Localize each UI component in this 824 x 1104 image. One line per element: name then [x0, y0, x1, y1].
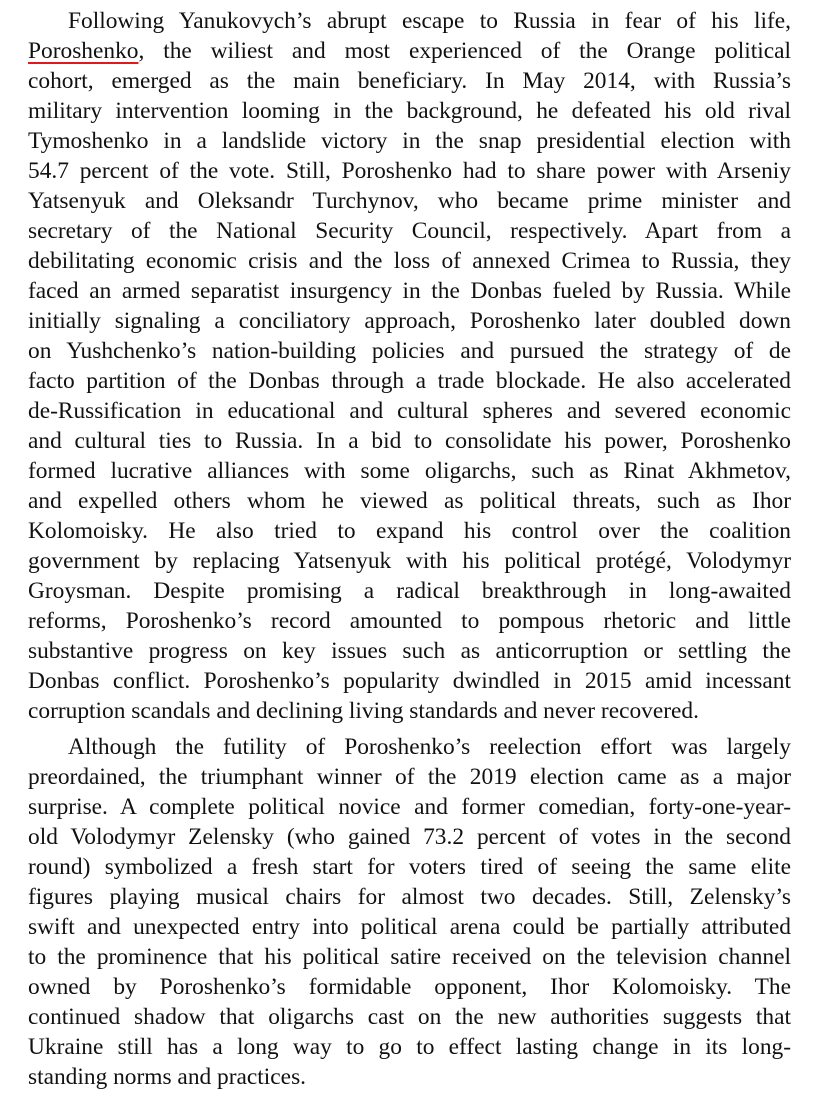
text-line: cohort, emerged as the main beneficiary. In May 2014, with Russia’s — [28, 68, 791, 94]
text-line: initially signaling a conciliatory approach, Poroshenko later doubled down — [28, 308, 791, 334]
text-line: debilitating economic crisis and the loss of annexed Crimea to Russia, they — [28, 248, 791, 274]
text-line: surprise. A complete political novice and former comedian, forty-one-year- — [28, 794, 791, 820]
text-line: military intervention looming in the background, he defeated his old rival — [28, 98, 791, 124]
text-line: faced an armed separatist insurgency in the Donbas fueled by Russia. While — [28, 278, 791, 304]
text-line: reforms, Poroshenko’s record amounted to pompous rhetoric and little — [28, 608, 791, 634]
text-line: swift and unexpected entry into political arena could be partially attributed — [28, 914, 791, 940]
text-line: Kolomoisky. He also tried to expand his control over the coalition — [28, 518, 791, 544]
text-line: round) symbolized a fresh start for voters tired of seeing the same elite — [28, 854, 791, 880]
text-line: Groysman. Despite promising a radical breakthrough in long-awaited — [28, 578, 791, 604]
text-line: Donbas conflict. Poroshenko’s popularity dwindled in 2015 amid incessant — [28, 668, 791, 694]
text-line: Although the futility of Poroshenko’s reelection effort was largely — [68, 734, 791, 760]
text-segment: , the wiliest and most experienced of the Orange political — [138, 38, 791, 64]
text-line: facto partition of the Donbas through a trade blockade. He also accelerated — [28, 368, 791, 394]
misspelled-word[interactable]: Poroshenko — [28, 38, 139, 64]
text-line: Ukraine still has a long way to go to effect lasting change in its long- — [28, 1034, 791, 1060]
text-line: Tymoshenko in a landslide victory in the snap presidential election with — [28, 128, 791, 154]
paragraph-1 — [28, 6, 791, 726]
text-line: Yatsenyuk and Oleksandr Turchynov, who became prime minister and — [28, 188, 791, 214]
text-line: and expelled others whom he viewed as political threats, such as Ihor — [28, 488, 791, 514]
text-line: to the prominence that his political satire received on the television channel — [28, 944, 791, 970]
text-line: Following Yanukovych’s abrupt escape to Russia in fear of his life, — [68, 8, 791, 34]
document-page — [28, 6, 791, 1092]
text-line: figures playing musical chairs for almost two decades. Still, Zelensky’s — [28, 884, 791, 910]
text-line: standing norms and practices. — [28, 1064, 307, 1090]
text-line: formed lucrative alliances with some oligarchs, such as Rinat Akhmetov, — [28, 458, 791, 484]
text-line: continued shadow that oligarchs cast on the new authorities suggests that — [28, 1004, 791, 1030]
text-line: owned by Poroshenko’s formidable opponent, Ihor Kolomoisky. The — [28, 974, 791, 1000]
text-line: and cultural ties to Russia. In a bid to consolidate his power, Poroshenko — [28, 428, 791, 454]
text-line: old Volodymyr Zelensky (who gained 73.2 percent of votes in the second — [28, 824, 791, 850]
paragraph-2 — [28, 732, 791, 1092]
text-line: secretary of the National Security Council, respectively. Apart from a — [28, 218, 791, 244]
text-line: 54.7 percent of the vote. Still, Poroshenko had to share power with Arseniy — [28, 158, 791, 184]
text-line: on Yushchenko’s nation-building policies and pursued the strategy of de — [28, 338, 791, 364]
text-line — [28, 36, 791, 66]
text-line: corruption scandals and declining living standards and never recovered. — [28, 698, 699, 724]
text-line: substantive progress on key issues such as anticorruption or settling the — [28, 638, 791, 664]
text-line: de-Russification in educational and cultural spheres and severed economic — [28, 398, 791, 424]
text-line: preordained, the triumphant winner of the 2019 election came as a major — [28, 764, 791, 790]
text-line: government by replacing Yatsenyuk with his political protégé, Volodymyr — [28, 548, 791, 574]
